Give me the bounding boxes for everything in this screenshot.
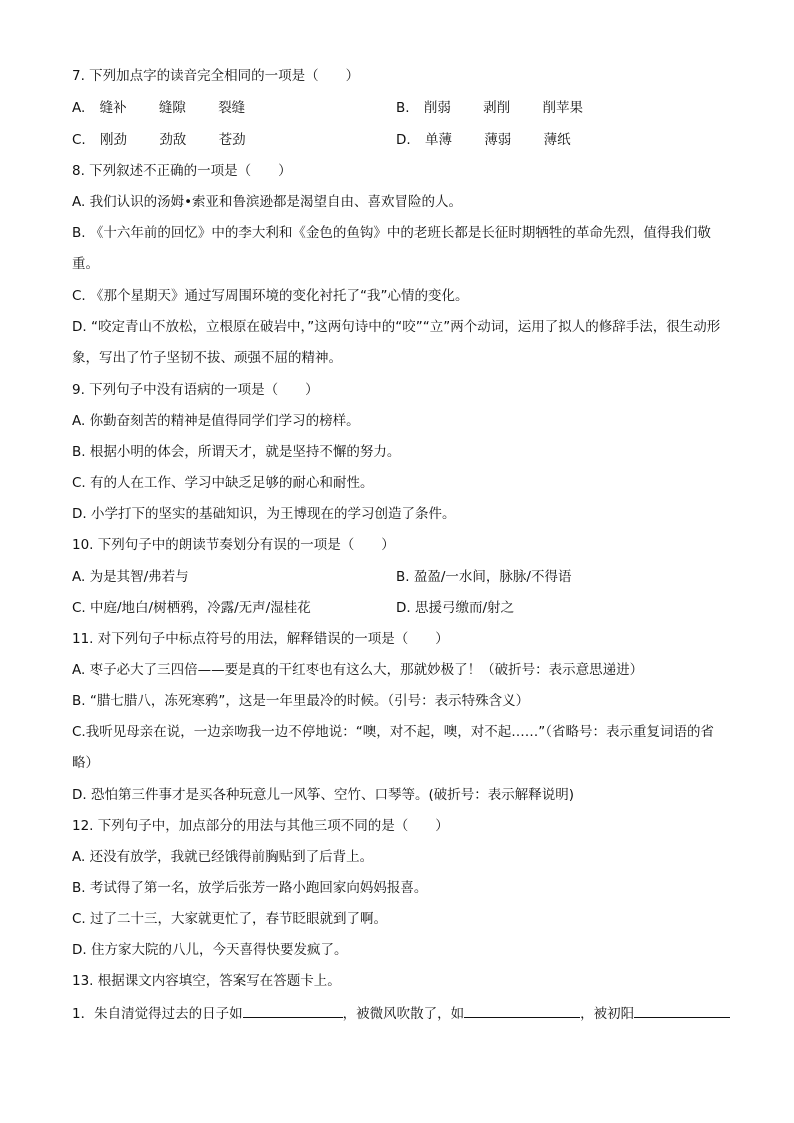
q12-option-c: C. 过了二十三，大家就更忙了，春节眨眼就到了啊。 <box>72 911 388 927</box>
answer-blank[interactable] <box>243 1003 343 1018</box>
q7-a-label: A. <box>72 100 86 116</box>
q11-option-b: B. “腊七腊八，冻死寒鸦”，这是一年里最冷的时候。（引号：表示特殊含义） <box>72 693 530 709</box>
answer-blank[interactable] <box>634 1003 730 1018</box>
q10-option-d: D. 思援弓缴而/射之 <box>396 600 515 616</box>
q7-b-label: B. <box>396 100 410 116</box>
q7-c-word: 苍劲 <box>218 132 246 148</box>
q12-option-b: B. 考试得了第一名，放学后张芳一路小跑回家向妈妈报喜。 <box>72 880 428 896</box>
q7-b-word: 削苹果 <box>542 100 583 116</box>
q13-item1-text: ，被微风吹散了，如 <box>342 1006 465 1022</box>
answer-blank[interactable] <box>464 1003 580 1018</box>
q9-option-d: D. 小学打下的坚实的基础知识，为王博现在的学习创造了条件。 <box>72 506 456 522</box>
q12-option-d: D. 住方家大院的八儿，今天喜得快要发疯了。 <box>72 942 348 958</box>
q11-option-a: A. 枣子必大了三四倍——要是真的干红枣也有这么大，那就妙极了！（破折号：表示意思递进） <box>72 662 644 678</box>
q13-item1-text: 1．朱自清觉得过去的日子如 <box>72 1006 243 1022</box>
q9-option-b: B. 根据小明的体会，所谓天才，就是坚持不懈的努力。 <box>72 444 401 460</box>
q10-stem: 10. 下列句子中的朗读节奏划分有误的一项是（ ） <box>72 537 395 553</box>
q7-c-word: 刚劲 <box>100 132 128 148</box>
q7-option-b <box>396 98 611 118</box>
q9-option-c: C. 有的人在工作、学习中缺乏足够的耐心和耐性。 <box>72 475 374 491</box>
q11-stem: 11. 对下列句子中标点符号的用法，解释错误的一项是（ ） <box>72 631 449 647</box>
q9-stem: 9. 下列句子中没有语病的一项是（ ） <box>72 382 319 398</box>
q7-d-word: 薄弱 <box>484 132 512 148</box>
q13-item1 <box>72 1003 730 1024</box>
q7-c-label: C. <box>72 132 86 148</box>
q10-option-a: A. 为是其智/弗若与 <box>72 569 189 585</box>
q8-option-d: D. “咬定青山不放松，立根原在破岩中，”这两句诗中的“咬”“立”两个动词，运用了拟人的修辞手法，很生动形象，写出了竹子坚韧不拔、顽强不屈的精神。 <box>72 319 721 366</box>
q13-stem: 13. 根据课文内容填空，答案写在答题卡上。 <box>72 973 341 989</box>
q7-a-word: 缝补 <box>99 100 127 116</box>
q7-d-word: 单薄 <box>424 132 452 148</box>
q11-option-c: C.我听见母亲在说，一边亲吻我一边不停地说：“噢，对不起，噢，对不起……”（省略号：表示重复词语的省略） <box>72 724 714 771</box>
q7-a-word: 裂缝 <box>218 100 246 116</box>
q8-option-b: B. 《十六年前的回忆》中的李大利和《金色的鱼钩》中的老班长都是长征时期牺牲的革命先烈，值得我们敬重。 <box>72 225 711 272</box>
q7-option-d <box>396 130 599 150</box>
q7-stem: 7. 下列加点字的读音完全相同的一项是（ ） <box>72 68 360 84</box>
q7-d-word: 薄纸 <box>543 132 571 148</box>
q8-stem: 8. 下列叙述不正确的一项是（ ） <box>72 163 292 179</box>
q8-option-a: A. 我们认识的汤姆•索亚和鲁滨逊都是渴望自由、喜欢冒险的人。 <box>72 194 463 210</box>
q13-item1-text: ，被初阳 <box>580 1006 635 1022</box>
q7-c-word: 劲敌 <box>159 132 187 148</box>
q10-option-b: B. 盈盈/一水间，脉脉/不得语 <box>396 569 572 585</box>
q12-stem: 12. 下列句子中，加点部分的用法与其他三项不同的是（ ） <box>72 818 449 834</box>
q7-a-word: 缝隙 <box>158 100 186 116</box>
q10-option-c: C. 中庭/地白/树栖鸦，冷露/无声/湿桂花 <box>72 600 311 616</box>
q7-b-word: 剥削 <box>483 100 511 116</box>
q9-option-a: A. 你勤奋刻苦的精神是值得同学们学习的榜样。 <box>72 413 360 429</box>
q7-d-label: D. <box>396 132 411 148</box>
q12-option-a: A. 还没有放学，我就已经饿得前胸贴到了后背上。 <box>72 849 374 865</box>
q7-b-word: 削弱 <box>423 100 451 116</box>
q11-option-d: D. 恐怕第三件事才是买各种玩意儿一风筝、空竹、口琴等。(破折号：表示解释说明) <box>72 787 575 803</box>
q7-option-a <box>72 98 273 118</box>
q8-option-c: C. 《那个星期天》通过写周围环境的变化衬托了“我”心情的变化。 <box>72 288 469 304</box>
q7-option-c <box>72 130 274 150</box>
